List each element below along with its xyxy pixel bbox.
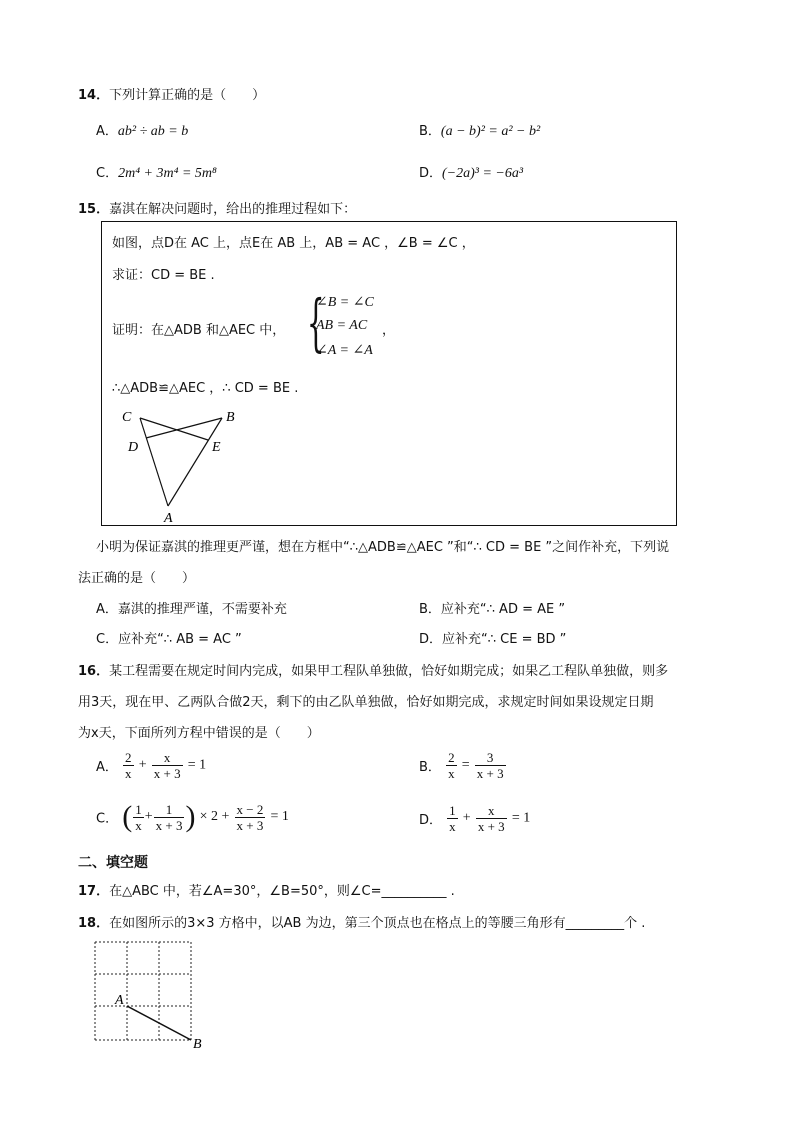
system-comma: ， — [382, 323, 396, 338]
q16-option-b[interactable]: B． $\frac{2}{x}$ = $\frac{3}{x + 3}$ — [419, 750, 504, 781]
proof-statement: 证明：在△ADB 和△AEC 中， — [112, 323, 286, 338]
fraction: $\frac{x - 2}{x + 3}$ — [236, 801, 264, 833]
q15-followup-2: 法正确的是（ ） — [78, 571, 196, 586]
q14-option-c[interactable]: C．2m⁴ + 3m⁴ = 5m⁸ — [96, 166, 217, 181]
q16-stem-3: 为x天，下面所列方程中错误的是（ ） — [78, 726, 320, 741]
fraction: $\frac{x}{x + 3}$ — [477, 803, 505, 834]
proof-box — [101, 221, 677, 526]
q15-option-d[interactable]: D．应补充“∴ CE = BD ” — [419, 632, 567, 647]
fraction: $\frac{1}{x + 3}$ — [155, 801, 183, 833]
q18-number: 18． — [78, 916, 110, 931]
q16-option-c[interactable]: C． ( $\frac{1}{x}$ + $\frac{1}{x + 3}$ ) × 2 + $\frac{x - 2}{x + 3}$ = 1 — [96, 800, 289, 833]
label-b: B — [226, 410, 235, 425]
proof-conclusion: ∴△ADB≌△AEC ，∴ CD = BE . — [112, 381, 299, 396]
q16-option-a[interactable]: A． $\frac{2}{x}$ + $\frac{x}{x + 3}$ = 1 — [96, 750, 207, 781]
system-line-2: AB = AC — [316, 318, 368, 333]
label-c: C — [122, 410, 132, 425]
fraction: $\frac{x}{x + 3}$ — [153, 750, 181, 781]
fraction: $\frac{1}{x}$ — [449, 803, 456, 834]
q14-number: 14． — [78, 88, 110, 103]
q17-number: 17． — [78, 884, 110, 899]
label-a: A — [164, 511, 173, 526]
q14-stem: 14．下列计算正确的是（ ） — [78, 88, 266, 103]
system-line-3: ∠A = ∠A — [316, 343, 373, 358]
triangle-figure — [112, 406, 242, 526]
q15-option-a[interactable]: A．嘉淇的推理严谨，不需要补充 — [96, 602, 287, 617]
fraction: $\frac{2}{x}$ — [125, 750, 132, 781]
q16-option-d[interactable]: D． $\frac{1}{x}$ + $\frac{x}{x + 3}$ = 1 — [419, 803, 531, 834]
q16-stem-2: 用3天，现在甲、乙两队合做2天，剩下的由乙队单独做，恰好如期完成，求规定时间如果设规定日期 — [78, 695, 654, 710]
proof-to-prove: 求证：CD = BE . — [112, 268, 215, 283]
system-line-1: ∠B = ∠C — [316, 295, 374, 310]
q15-stem: 15．嘉淇在解决问题时，给出的推理过程如下： — [78, 202, 357, 217]
q15-option-c[interactable]: C．应补充“∴ AB = AC ” — [96, 632, 242, 647]
q14-option-b[interactable]: B．(a − b)² = a² − b² — [419, 124, 541, 139]
proof-given: 如图，点D在 AC 上，点E在 AB 上，AB = AC ，∠B = ∠C ， — [112, 236, 475, 251]
q16-stem-1: 16．某工程需要在规定时间内完成，如果甲工程队单独做，恰好如期完成；如果乙工程队单独做，则多 — [78, 664, 669, 679]
fraction: $\frac{2}{x}$ — [448, 750, 455, 781]
q15-followup-1: 小明为保证嘉淇的推理更严谨，想在方框中“∴△ADB≌△AEC ”和“∴ CD = BE ”之间作补充，下列说 — [96, 540, 670, 555]
label-e: E — [212, 440, 221, 455]
q16-number: 16． — [78, 664, 110, 679]
q18: 18．在如图所示的3×3 方格中，以AB 为边，第三个顶点也在格点上的等腰三角形有_________个 . — [78, 916, 646, 931]
section-heading: 二、填空题 — [78, 855, 148, 871]
q14-option-d[interactable]: D．(−2a)³ = −6a³ — [419, 166, 524, 181]
fraction: $\frac{3}{x + 3}$ — [476, 750, 504, 781]
fraction: $\frac{1}{x}$ — [135, 801, 142, 833]
label-d: D — [128, 440, 139, 455]
left-brace: { — [306, 286, 325, 359]
q15-option-b[interactable]: B．应补充“∴ AD = AE ” — [419, 602, 566, 617]
q14-option-a[interactable]: A．ab² ÷ ab = b — [96, 124, 189, 139]
q15-number: 15． — [78, 202, 110, 217]
q17: 17．在△ABC 中，若∠A=30°，∠B=50°，则∠C=__________ . — [78, 884, 455, 899]
label-b: B — [193, 1037, 202, 1052]
label-a: A — [115, 993, 124, 1008]
grid-figure — [88, 936, 218, 1056]
